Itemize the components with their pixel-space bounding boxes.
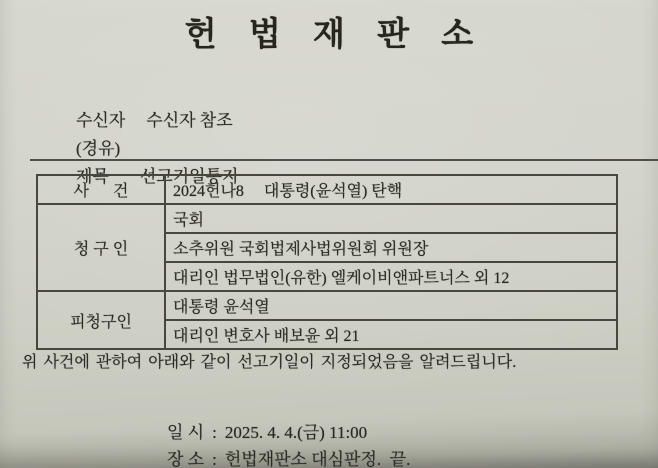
- recipient-line: [42, 79, 238, 130]
- respondent-value-cell: 대통령 윤석열: [165, 291, 617, 320]
- document-title: 헌 법 재 판 소: [184, 17, 486, 53]
- case-value-cell: 2024헌나8 대통령(윤석열) 탄핵: [165, 175, 617, 204]
- petitioner-label-cell: 청 구 인: [37, 204, 165, 291]
- schedule-block: [133, 392, 411, 468]
- case-row: [37, 175, 617, 204]
- respondent-label-cell: 피청구인: [37, 291, 165, 349]
- datetime-separator: :: [212, 423, 217, 442]
- respondent-row: [37, 291, 617, 320]
- respondent-value-cell: 대리인 변호사 배보윤 외 21: [165, 320, 617, 349]
- subject-value: 선고기일통지: [139, 167, 239, 186]
- petitioner-value-cell: 대리인 법무법인(유한) 엘케이비앤파트너스 외 12: [165, 262, 617, 291]
- location-separator: :: [212, 450, 217, 468]
- datetime-value: 2025. 4. 4.(금) 11:00: [224, 423, 368, 442]
- recipient-value: 수신자 참조: [146, 111, 233, 130]
- datetime-label: 일 시: [167, 423, 205, 442]
- subject-label: 제목: [76, 167, 109, 186]
- case-label-cell: 사 건: [37, 175, 165, 204]
- case-table: [36, 174, 618, 350]
- via-label: (경유): [76, 139, 121, 158]
- recipient-label: 수신자: [76, 111, 126, 130]
- header-block: [42, 79, 239, 186]
- header-divider-line: [30, 159, 658, 161]
- petitioner-value-cell: 국회: [165, 204, 617, 233]
- petitioner-row: [37, 204, 617, 233]
- notice-sentence: 위 사건에 관하여 아래와 같이 선고기일이 지정되었음을 알려드립니다.: [22, 354, 517, 371]
- petitioner-value-cell: 소추위원 국회법제사법위원회 위원장: [165, 233, 617, 262]
- location-label: 장 소: [167, 450, 205, 468]
- location-value: 헌법재판소 대심판정. 끝.: [224, 450, 411, 468]
- datetime-line: [133, 392, 410, 442]
